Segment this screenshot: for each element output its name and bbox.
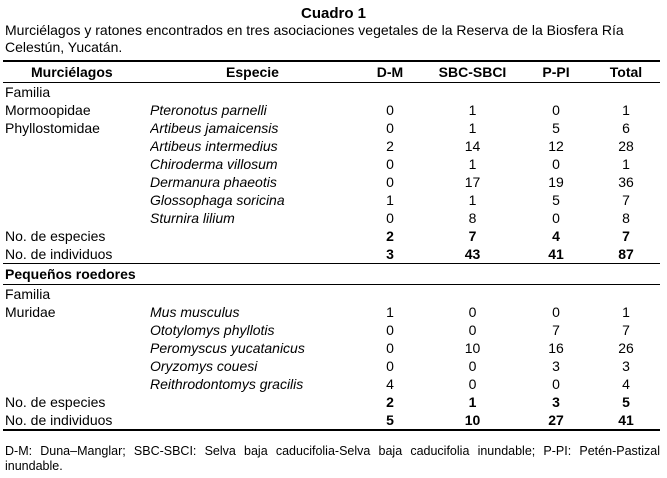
species-row: [3, 357, 660, 375]
family-name: Muridae: [5, 304, 56, 320]
family-name: [3, 173, 150, 191]
family-name: [3, 209, 150, 227]
summary-total: 41: [592, 411, 660, 430]
count-total: 6: [622, 120, 630, 136]
species-name: Mus musculus: [150, 304, 240, 320]
count-dm: 0: [386, 322, 394, 338]
section-header-rodents: [3, 264, 660, 285]
family-name: [3, 375, 150, 393]
count-ppi: 0: [552, 210, 560, 226]
family-name: Mormoopidae: [5, 102, 91, 118]
species-row: [3, 101, 660, 119]
count-dm: 1: [386, 192, 394, 208]
species-row: [3, 209, 660, 227]
family-name: [3, 137, 150, 155]
species-row: [3, 321, 660, 339]
header-dm: D-M: [355, 61, 425, 83]
summary-label: No. de especies: [5, 228, 106, 244]
count-ppi: 16: [548, 340, 564, 356]
count-sbc: 0: [468, 376, 477, 392]
familia-label: Familia: [5, 286, 51, 302]
count-ppi: 0: [552, 304, 560, 320]
count-sbc: 8: [468, 210, 477, 226]
summary-total: 5: [622, 394, 630, 410]
family-name: [3, 339, 150, 357]
header-sbc: SBC-SBCI: [425, 61, 520, 83]
species-name: Sturnira lilium: [150, 210, 235, 226]
summary-sbc: 43: [464, 246, 481, 262]
species-row: [3, 155, 660, 173]
count-ppi: 19: [548, 174, 564, 190]
species-row: [3, 375, 660, 393]
summary-dm: 2: [386, 394, 394, 410]
summary-total: 7: [622, 228, 630, 244]
species-name: Glossophaga soricina: [150, 192, 285, 208]
species-name: Reithrodontomys gracilis: [150, 376, 304, 392]
count-ppi: 3: [552, 358, 560, 374]
count-dm: 0: [386, 358, 394, 374]
header-row: [3, 61, 660, 83]
family-name: [3, 191, 150, 209]
count-sbc: 1: [468, 102, 477, 118]
species-name: Artibeus intermedius: [150, 138, 278, 154]
summary-ppi: 27: [520, 411, 592, 430]
summary-label: No. de individuos: [5, 246, 113, 262]
count-sbc: 0: [468, 304, 477, 320]
species-row: [3, 303, 660, 321]
count-total: 7: [622, 322, 630, 338]
species-name: Chiroderma villosum: [150, 156, 278, 172]
count-sbc: 1: [468, 192, 477, 208]
count-total: 36: [618, 174, 634, 190]
count-ppi: 7: [552, 322, 560, 338]
count-total: 4: [622, 376, 630, 392]
count-ppi: 5: [552, 192, 560, 208]
count-dm: 1: [386, 304, 394, 320]
species-row: [3, 339, 660, 357]
count-ppi: 0: [552, 156, 560, 172]
table-footnote: D-M: Duna–Manglar; SBC-SBCI: Selva baja caducifolia-Selva baja caducifolia inundable; P-PI: Petén-Pastizal inundable.: [5, 444, 660, 473]
count-dm: 0: [386, 102, 394, 118]
count-dm: 4: [386, 376, 394, 392]
species-name: Peromyscus yucatanicus: [150, 340, 305, 356]
summary-dm: 3: [386, 246, 394, 262]
count-ppi: 0: [552, 102, 560, 118]
bats-summary: [3, 227, 660, 285]
species-row: [3, 191, 660, 209]
count-dm: 0: [386, 210, 394, 226]
summary-row-individuals: [3, 411, 660, 430]
count-dm: 0: [386, 340, 394, 356]
header-species: Especie: [150, 61, 355, 83]
count-ppi: 5: [552, 120, 560, 136]
section-title: Pequeños roedores: [3, 264, 660, 285]
summary-total: 87: [618, 246, 634, 262]
count-sbc: 1: [468, 156, 477, 172]
table-caption: Murciélagos y ratones encontrados en tres asociaciones vegetales de la Reserva de la Biosfera Ría Celestún, Yucatán.: [5, 22, 624, 55]
species-name: Pteronotus parnelli: [150, 102, 267, 118]
count-sbc: 10: [464, 340, 481, 356]
count-dm: 0: [386, 156, 394, 172]
summary-ppi: 4: [552, 228, 560, 244]
header-group: Murciélagos: [3, 61, 150, 83]
summary-row-species: [3, 227, 660, 245]
summary-row-species: [3, 393, 660, 411]
count-dm: 2: [386, 138, 394, 154]
count-total: 26: [618, 340, 634, 356]
family-name: [3, 357, 150, 375]
rodents-summary: [3, 393, 660, 430]
family-name: [3, 155, 150, 173]
familia-label-row: [3, 83, 660, 102]
count-sbc: 17: [464, 174, 481, 190]
count-total: 8: [622, 210, 630, 226]
species-name: Dermanura phaeotis: [150, 174, 277, 190]
count-total: 1: [622, 156, 630, 172]
species-name: Ototylomys phyllotis: [150, 322, 275, 338]
species-row: [3, 119, 660, 137]
summary-ppi: 3: [552, 394, 560, 410]
summary-sbc: 7: [468, 228, 477, 244]
familia-label: Familia: [5, 84, 51, 100]
count-total: 1: [622, 304, 630, 320]
count-dm: 0: [386, 120, 394, 136]
header-total: Total: [592, 61, 660, 83]
summary-sbc: 10: [425, 411, 520, 430]
count-sbc: 0: [468, 322, 477, 338]
species-name: Oryzomys couesi: [150, 358, 258, 374]
summary-ppi: 41: [548, 246, 564, 262]
count-total: 28: [618, 138, 634, 154]
count-sbc: 14: [464, 138, 481, 154]
species-table: [3, 60, 660, 431]
familia-label-row: [3, 285, 660, 304]
count-sbc: 0: [468, 358, 477, 374]
count-dm: 0: [386, 174, 394, 190]
count-sbc: 1: [468, 120, 477, 136]
count-total: 7: [622, 192, 630, 208]
species-row: [3, 173, 660, 191]
summary-dm: 5: [355, 411, 425, 430]
bats-section: [3, 83, 660, 228]
summary-label: No. de especies: [5, 394, 106, 410]
count-ppi: 12: [548, 138, 564, 154]
count-total: 3: [622, 358, 630, 374]
header-ppi: P-PI: [520, 61, 592, 83]
rodents-section: [3, 285, 660, 394]
species-name: Artibeus jamaicensis: [150, 120, 279, 136]
summary-dm: 2: [386, 228, 394, 244]
family-name: [3, 321, 150, 339]
count-total: 1: [622, 102, 630, 118]
species-row: [3, 137, 660, 155]
table-title: Cuadro 1: [300, 5, 366, 22]
summary-label: No. de individuos: [3, 411, 355, 430]
family-name: Phyllostomidae: [5, 120, 100, 136]
count-ppi: 0: [552, 376, 560, 392]
summary-row-individuals: [3, 245, 660, 264]
summary-sbc: 1: [468, 394, 477, 410]
